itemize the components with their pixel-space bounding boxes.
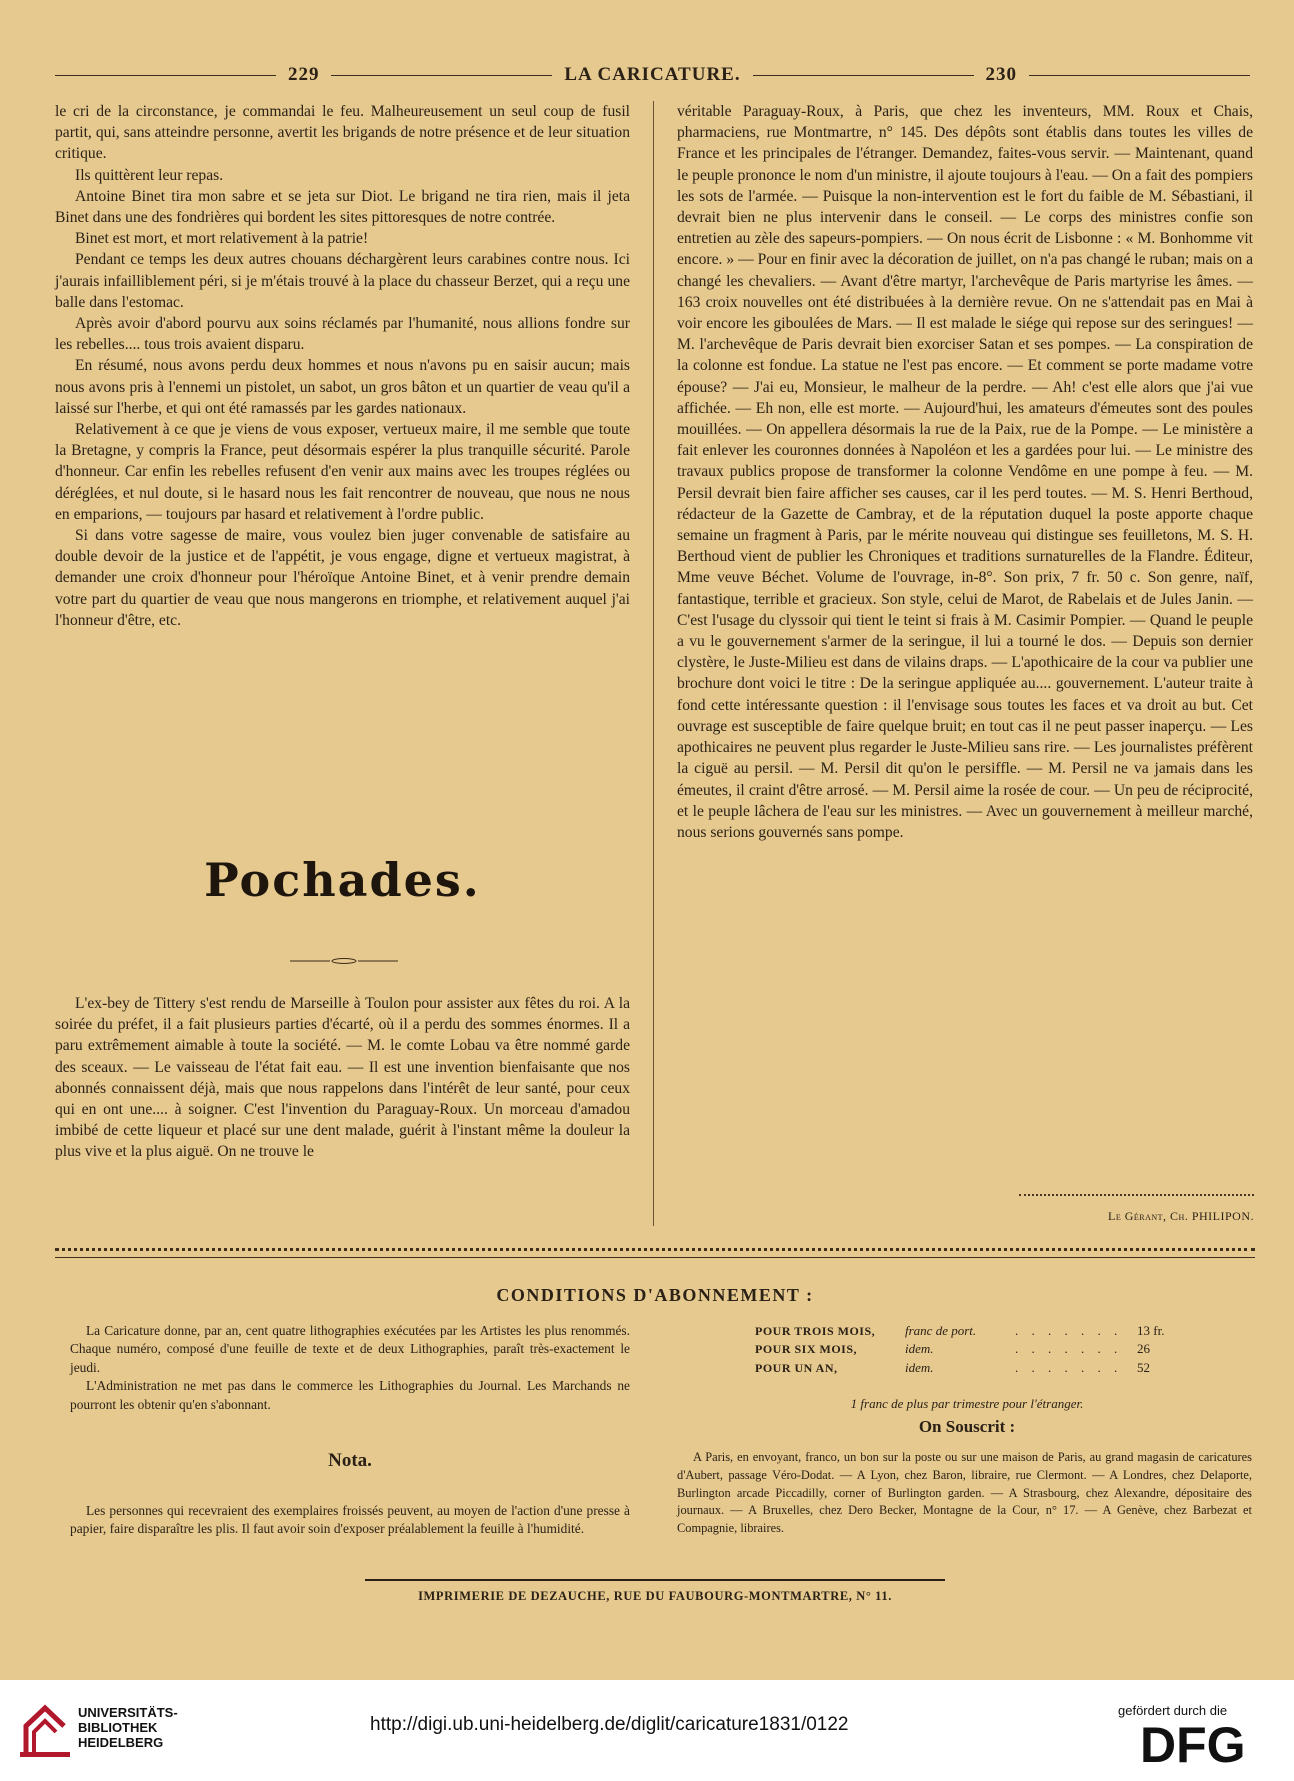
section-rule bbox=[55, 1248, 1255, 1258]
price-period: POUR UN AN, bbox=[755, 1360, 838, 1375]
header-rule bbox=[753, 75, 974, 76]
nota-title: Nota. bbox=[328, 1450, 372, 1471]
souscrit-title: On Souscrit : bbox=[918, 1417, 1016, 1436]
paragraph: A Paris, en envoyant, franco, un bon sur la poste ou sur une maison de Paris, au grand magasin de caricatures d'Aubert, passage Véro-Dodat. — A Lyon, chez Baron, libraire, rue Clermont. — A Londres, chez Delaporte, Burlington arcade Piccadilly, corner of Burlington garden. — A Strasbourg, chez Alexandre, dépositaire des journaux. — A Bruxelles, chez Dero Becker, Montagne de la Cour, n° 17. — A Genève, chez Barbezat et Compagnie, libraires. bbox=[677, 1450, 1252, 1536]
souscrit-text bbox=[677, 1449, 1252, 1538]
leader-dots: . . . . . . . bbox=[1015, 1323, 1123, 1338]
price-amount: 52 bbox=[1137, 1359, 1150, 1375]
page-number-left: 229 bbox=[287, 64, 320, 85]
leader-dots: . . . . . . . bbox=[1015, 1341, 1123, 1357]
price-amount: 13 fr. bbox=[1137, 1323, 1165, 1338]
left-column bbox=[55, 101, 630, 631]
page-header bbox=[55, 64, 1250, 86]
paragraph: L'ex-bey de Tittery s'est rendu de Marseille à Toulon pour assister aux fêtes du roi. A la soirée du préfet, il a fait plusieurs parties d'écarté, où il a perdu des sommes énormes. Il a paru extrêmement aimable à toute la société. — M. le comte Lobau va être nommé garde des sceaux. — Le vaisseau de l'état fait eau. — Il est une invention bienfaisante que nos abonnés connaissent déjà, mais que nous rappelons dans l'intérêt de leur santé, pour ceux qui en ont une.... à soigner. C'est l'invention du Paraguay-Roux. Un morceau d'amadou imbibé de cette liqueur et placé sur une dent malade, guérit à l'instant même la douleur la plus vive et la plus aiguë. On ne trouve le bbox=[55, 995, 630, 1161]
paragraph: Antoine Binet tira mon sabre et se jeta sur Diot. Le brigand ne tira rien, mais il jeta Binet dans une des fondrières qui bordent les sites pittoresques de notre contrée. bbox=[55, 187, 630, 227]
source-url-link[interactable]: http://digi.ub.uni-heidelberg.de/diglit/caricature1831/0122 bbox=[370, 1714, 849, 1735]
paragraph: En résumé, nous avons perdu deux hommes et nous n'avons pu en saisir aucun; mais nous avons pris à l'ennemi un pistolet, un sabot, un gros bâton et un quartier de veau qu'il a laissé sur l'herbe, et qui ont été ramassés par les gardes nationaux. bbox=[55, 357, 630, 417]
ornament-divider-icon bbox=[290, 958, 398, 964]
header-rule bbox=[331, 75, 552, 76]
digitization-footer bbox=[0, 1680, 1294, 1781]
signature-rule bbox=[1019, 1194, 1254, 1200]
library-name bbox=[78, 1705, 178, 1750]
price-row bbox=[755, 1340, 1185, 1358]
price-list bbox=[755, 1322, 1185, 1377]
paragraph: Les personnes qui recevraient des exemplaires froissés peuvent, au moyen de l'action d'une presse à papier, faire disparaître les plis. Il faut avoir soin d'exposer préalablement la feuille à l'humidité. bbox=[70, 1503, 630, 1537]
paragraph: véritable Paraguay-Roux, à Paris, que chez les inventeurs, MM. Roux et Chais, pharmaciens, rue Montmartre, n° 145. Des dépôts sont établis dans toutes les villes de France et les principales de l'étranger. Demandez, faites-vous servir. — Maintenant, quand le peuple prononce le nom d'un ministre, il ajoute toujours à l'eau. — On a fait des pompiers les sots de l'armée. — Puisque la non-intervention est le fort du faible de M. Sébastiani, il devrait bien ne plus intervenir dans le conseil. — Le corps des ministres confie son entretien au zèle des sapeurs-pompiers. — On nous écrit de Lisbonne : « M. Bonhomme vit encore. » — Pour en finir avec la décoration de juillet, on n'a pas changé le ruban; mais on a changé les chevaliers. — Avant d'être martyr, l'archevêque de Paris martyrise les âmes. — 163 croix nouvelles ont été distribuées à la dernière revue. On ne s'attendait pas en Mai à voir encore les giboulées de Mars. — Il est malade le siége qui repose sur des seringues! — M. l'archevêque de Paris devrait bien exorciser Satan et ses pompes. — La conspiration de la colonne est fondue. La statue ne l'est pas encore. — Et comment se porte madame votre épouse? — J'ai eu, Monsieur, le malheur de la perdre. — Ah! c'est elle alors que j'ai vue affichée. — Eh non, elle est morte. — Aujourd'hui, les amateurs d'émeutes sont des poules mouillées. — On appellera désormais la rue de la Paix, rue de la Pompe. — Le ministère a fait enlever les couronnes données à Napoléon et les a gardées pour lui. — Le ministre des travaux publics propose de transformer la colonne Vendôme en une pompe à feu. — M. Persil devrait bien faire afficher ses causes, car il les perd toutes. — M. S. Henri Berthoud, rédacteur de la Gazette de Cambray, et de la réputation duquel la poste apporte chaque semaine un fragment à Paris, par le mérite nouveau qui distingue ses feuilletons, M. S. H. Berthoud vient de publier les Chroniques et traditions surnaturelles de la Flandre. Éditeur, Mme veuve Béchet. Volume de l'ouvrage, in-8°. Son prix, 7 fr. 50 c. Son genre, naïf, fantastique, terrible et gracieux. Son style, celui de Marot, de Rabelais et de Jules Janin. — C'est l'usage du clyssoir qui tient le teint si frais à M. Casimir Pompier. — Quand le peuple a vu le gouvernement s'armer de la seringue, il lui a tourné le dos. — Depuis son dernier clystère, le Juste-Milieu est dans de vilains draps. — L'apothicaire de la cour va publier une brochure dont voici le titre : De la seringue appliquée au.... gouvernement. L'auteur traite à fond cette intéressante question : il l'envisage sous toutes les faces et va droit au but. Cet ouvrage est susceptible de faire quelque bruit; en tout cas il ne peut passer inaperçu. — Les apothicaires ne peuvent plus regarder le Juste-Milieu sans rire. — Les journalistes préfèrent la ciguë au persil. — M. Persil dit qu'on le persiffle. — M. Persil ne va jamais dans les émeutes, il craint d'être arrosé. — M. Persil aime la rosée de cour. — Un peu de réciprocité, et le peuple lâchera de l'eau sur les ministres. — Avec un gouvernement à meilleur marché, nous serions gouvernés sans pompe. bbox=[677, 103, 1253, 841]
funding-caption: gefördert durch die bbox=[1118, 1703, 1228, 1718]
ornament-divider bbox=[290, 958, 398, 964]
journal-title: LA CARICATURE. bbox=[564, 64, 741, 85]
price-amount: 26 bbox=[1137, 1341, 1150, 1357]
right-column bbox=[677, 101, 1253, 843]
foreign-surcharge-note: 1 franc de plus par trimestre pour l'étranger. bbox=[850, 1396, 1084, 1411]
paragraph: La Caricature donne, par an, cent quatre lithographies exécutées par les Artistes les plus renommés. Chaque numéro, composé d'une feuille de texte et de deux Lithographies, paraît très-exactement le jeudi. bbox=[70, 1323, 630, 1375]
column-divider bbox=[653, 101, 654, 1226]
price-row bbox=[755, 1322, 1185, 1340]
price-term: idem. bbox=[905, 1341, 934, 1357]
imprint: IMPRIMERIE DE DEZAUCHE, RUE DU FAUBOURG-MONTMARTRE, N° 11. bbox=[418, 1589, 892, 1603]
paragraph: Après avoir d'abord pourvu aux soins réclamés par l'humanité, nous allions fondre sur les rebelles.... tous trois avaient disparu. bbox=[55, 315, 630, 354]
leader-dots: . . . . . . . bbox=[1015, 1359, 1123, 1375]
conditions-title: CONDITIONS D'ABONNEMENT : bbox=[496, 1285, 814, 1305]
price-term: idem. bbox=[905, 1359, 934, 1375]
paragraph: Pendant ce temps les deux autres chouans déchargèrent leurs carabines contre nous. Ici j'aurais infailliblement péri, si je m'étais trouvé à la place du chasseur Berzet, qui a reçu une balle dans l'estomac. bbox=[55, 251, 630, 311]
paragraph: Si dans votre sagesse de maire, vous voulez bien juger convenable de satisfaire au double devoir de la justice et de l'appétit, je vous engage, digne et vertueux magistrat, à demander une croix d'honneur pour l'héroïque Antoine Binet, et à venir prendre demain votre part du quartier de veau que nous mangerons en triomphe, et relativement auquel j'ai l'honneur d'être, etc. bbox=[55, 527, 630, 629]
price-row bbox=[755, 1359, 1185, 1377]
paragraph: Binet est mort, et mort relativement à la patrie! bbox=[75, 230, 369, 248]
price-period: POUR TROIS MOIS, bbox=[755, 1324, 876, 1338]
university-library-logo-icon bbox=[20, 1700, 70, 1758]
price-term: franc de port. bbox=[905, 1323, 977, 1338]
dfg-logo-text: DFG bbox=[1140, 1718, 1246, 1768]
conditions-text bbox=[70, 1322, 630, 1414]
price-period: POUR SIX MOIS, bbox=[755, 1342, 858, 1357]
nota-text bbox=[70, 1502, 630, 1539]
section-title-pochades: Pochades. bbox=[204, 853, 481, 907]
header-rule bbox=[1029, 75, 1250, 76]
page-number-right: 230 bbox=[985, 64, 1018, 85]
library-name-line: HEIDELBERG bbox=[78, 1735, 164, 1750]
library-name-line: UNIVERSITÄTS- bbox=[78, 1705, 178, 1720]
header-rule bbox=[55, 75, 276, 76]
imprint-rule bbox=[365, 1579, 945, 1581]
paragraph: L'Administration ne met pas dans le commerce les Lithographies du Journal. Les Marchands ne pourront les obtenir qu'en s'abonnant. bbox=[70, 1378, 630, 1412]
paragraph: le cri de la circonstance, je commandai le feu. Malheureusement un seul coup de fusil partit, qui, sans atteindre personne, avertit les brigands de notre présence et de leur situation critique. bbox=[55, 103, 630, 163]
dfg-logo-icon bbox=[1140, 1718, 1275, 1768]
signature: Le Gérant, Ch. PHILIPON. bbox=[1108, 1209, 1254, 1223]
paragraph: Ils quittèrent leur repas. bbox=[75, 166, 224, 184]
paragraph: Relativement à ce que je viens de vous exposer, vertueux maire, il me semble que toute la Bretagne, y compris la France, peut désormais espérer la plus tranquille sécurité. Parole d'honneur. Car enfin les rebelles refusent d'en venir aux mains avec les troupes réglées ou déréglées, et nul doute, si le hasard nous les fait rencontrer de nouveau, que nous ne nous en emparions, — toujours par hasard et relativement à l'ordre public. bbox=[55, 421, 630, 523]
library-name-line: BIBLIOTHEK bbox=[78, 1720, 158, 1735]
pochades-body bbox=[55, 993, 630, 1163]
